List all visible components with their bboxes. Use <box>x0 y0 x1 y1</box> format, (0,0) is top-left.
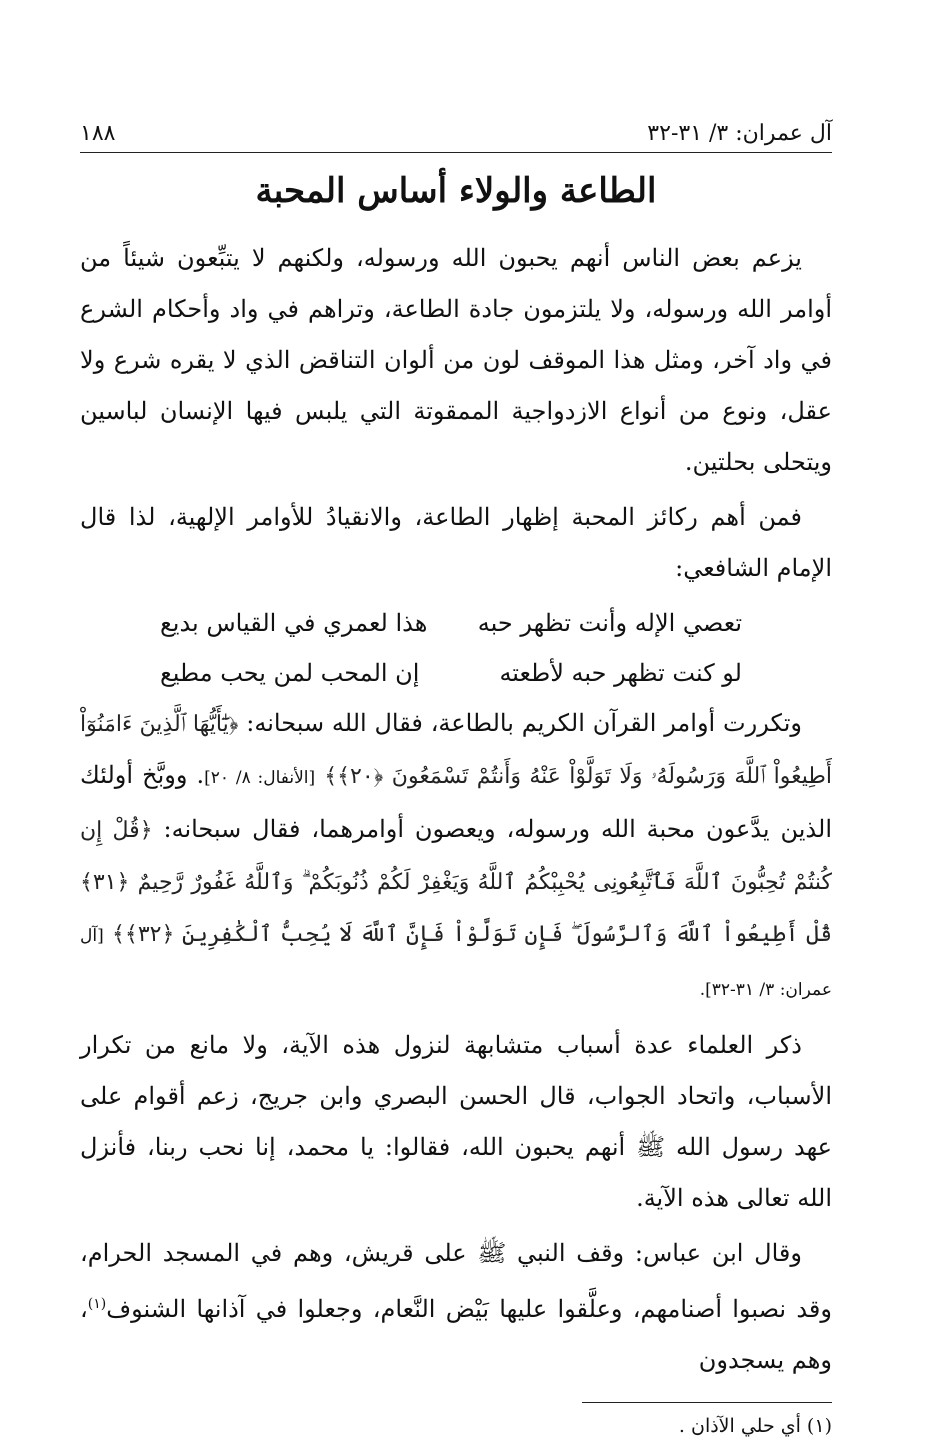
poem-line-1-second: هذا لعمري في القياس بديع <box>160 609 428 637</box>
page <box>80 110 832 1437</box>
section-title: الطاعة والولاء أساس المحبة <box>255 171 657 211</box>
header-rule <box>80 152 832 153</box>
poem-line-1-first: تعصي الإله وأنت تظهر حبه <box>477 609 742 637</box>
quran-intro: وتكررت أوامر القرآن الكريم بالطاعة، فقال الله سبحانه: <box>246 709 802 737</box>
chapter-reference: آل عمران: ٣/ ٣١-٣٢ <box>647 121 832 146</box>
paragraph-1: يزعم بعض الناس أنهم يحبون الله ورسوله، ولكنهم لا يتبِّعون شيئاً من أوامر الله ورسوله، ولا يلتزمون جادة الطاعة، وتراهم في واد وأحكام الشرع في واد آخر، ومثل هذا الموقف لون من ألوان التناقض الذي لا يقره شرع ولا عقل، ونوع من أنواع الازدواجية الممقوتة التي يلبس فيها الإنسان لباسين ويتحلى بحلتين. <box>80 244 832 476</box>
quran-ref-2: [آل عمران: ٣/ ٣١-٣٢]. <box>80 926 832 1000</box>
footnote-rule <box>582 1402 832 1403</box>
footnote: (١) أي حلي الآذان . <box>678 1415 832 1437</box>
paragraph-2: فمن أهم ركائز المحبة إظهار الطاعة، والانقيادُ للأوامر الإلهية، لذا قال الإمام الشافعي: <box>80 503 832 582</box>
poem-line-2 <box>80 648 832 698</box>
poem <box>80 598 832 698</box>
poem-line-1 <box>80 598 832 648</box>
paragraph-4-end: ، وهم يسجدون <box>80 1295 832 1374</box>
paragraph-4 <box>80 1228 832 1386</box>
paragraph-3: ذكر العلماء عدة أسباب متشابهة لنزول هذه الآية، ولا مانع من تكرار الأسباب، واتحاد الجواب، قال الحسن البصري وابن جريج، زعم أقوام على عهد رسول الله ﷺ أنهم يحبون الله، فقالوا: يا محمد، إنا نحب ربنا، فأنزل الله تعالى هذه الآية. <box>80 1031 832 1212</box>
quran-verse-1: ﴿يَٰٓأَيُّهَا ٱلَّذِينَ ءَامَنُوٓاْ أَطِيعُواْ ٱللَّهَ وَرَسُولَهُۥ وَلَا تَوَلَّوْاْ عَنْهُ وَأَنتُمْ تَسْمَعُونَ ﴿٢٠﴾﴾ <box>80 712 832 789</box>
running-header <box>80 110 832 146</box>
quran-ref-1: [الأنفال: ٨/ ٢٠] <box>204 768 316 788</box>
poem-line-2-first: لو كنت تظهر حبه لأطعته <box>499 659 742 687</box>
quran-middle: . ووبَّخ أولئك الذين يدَّعون محبة الله ورسوله، ويعصون أوامرهما، فقال سبحانه: <box>80 761 832 843</box>
paragraph-4-text: وقال ابن عباس: وقف النبي ﷺ على قريش، وهم في المسجد الحرام، وقد نصبوا أصنامهم، وعلَّقوا عليها بَيْض النَّعام، وجعلوا في آذانها الشنوف <box>80 1239 832 1323</box>
paragraph-quran <box>80 698 832 1016</box>
quran-verse-2: ﴿قُلْ إِن كُنتُمْ تُحِبُّونَ ٱللَّهَ فَٱتَّبِعُونِى يُحْبِبْكُمُ ٱللَّهُ وَيَغْفِرْ لَكُمْ ذُنُوبَكُمْ ۗ وَٱللَّهُ غَفُورٌ رَّحِيمٌ ﴿٣١﴾ قُلْ أَطِيعُواْ ٱللَّهَ وَٱلرَّسُولَ ۖ فَإِن تَوَلَّوْاْ فَإِنَّ ٱللَّهَ لَا يُحِبُّ ٱلْكَٰفِرِينَ ﴿٣٢﴾﴾ <box>80 818 832 947</box>
page-number: ١٨٨ <box>80 121 116 146</box>
footnote-marker: (١) <box>87 1296 107 1312</box>
poem-line-2-second: إن المحب لمن يحب مطيع <box>160 659 420 687</box>
